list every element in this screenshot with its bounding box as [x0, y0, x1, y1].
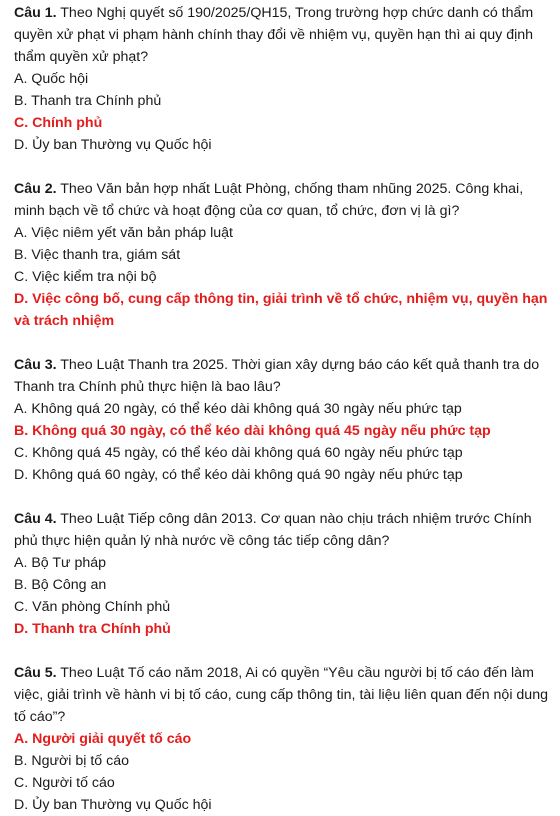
question-number: Câu 4.	[14, 511, 57, 527]
option-b-correct-answer[interactable]: B. Không quá 30 ngày, có thể kéo dài không quá 45 ngày nếu phức tạp	[14, 423, 491, 439]
option-c[interactable]: C. Việc kiểm tra nội bộ	[14, 269, 157, 285]
option-a[interactable]: A. Việc niêm yết văn bản pháp luật	[14, 225, 233, 241]
option-c[interactable]: C. Không quá 45 ngày, có thể kéo dài không quá 60 ngày nếu phức tạp	[14, 445, 463, 461]
question-stem	[14, 2, 554, 68]
question-2	[14, 178, 554, 332]
option-c[interactable]: C. Người tố cáo	[14, 775, 115, 791]
option-c-correct-answer[interactable]: C. Chính phủ	[14, 115, 103, 131]
option-d[interactable]: D. Không quá 60 ngày, có thể kéo dài không quá 90 ngày nếu phức tạp	[14, 467, 463, 483]
option-d-correct-answer[interactable]: D. Thanh tra Chính phủ	[14, 621, 171, 637]
question-stem	[14, 178, 554, 222]
option-b[interactable]: B. Bộ Công an	[14, 577, 107, 593]
option-a[interactable]: A. Bộ Tư pháp	[14, 555, 107, 571]
question-text: Theo Luật Tố cáo năm 2018, Ai có quyền “Yêu cầu người bị tố cáo đến làm việc, giải trình về hành vi bị tố cáo, cung cấp thông tin, tài liệu liên quan đến nội dung tố cáo”?	[14, 665, 548, 725]
option-a-correct-answer[interactable]: A. Người giải quyết tố cáo	[14, 731, 192, 747]
question-5	[14, 662, 554, 816]
question-number: Câu 5.	[14, 665, 57, 681]
question-number: Câu 1.	[14, 5, 57, 21]
question-text: Theo Luật Tiếp công dân 2013. Cơ quan nào chịu trách nhiệm trước Chính phủ thực hiện quản lý nhà nước về công tác tiếp công dân?	[14, 511, 532, 549]
question-stem	[14, 508, 554, 552]
option-d[interactable]: D. Ủy ban Thường vụ Quốc hội	[14, 137, 212, 153]
option-b[interactable]: B. Người bị tố cáo	[14, 753, 130, 769]
question-stem	[14, 354, 554, 398]
option-a[interactable]: A. Không quá 20 ngày, có thể kéo dài không quá 30 ngày nếu phức tạp	[14, 401, 462, 417]
question-1	[14, 0, 554, 156]
question-number: Câu 3.	[14, 357, 57, 373]
question-text: Theo Luật Thanh tra 2025. Thời gian xây dựng báo cáo kết quả thanh tra do Thanh tra Chính phủ thực hiện là bao lâu?	[14, 357, 540, 395]
question-4	[14, 508, 554, 640]
question-3	[14, 354, 554, 486]
question-number: Câu 2.	[14, 181, 57, 197]
option-d-correct-answer[interactable]: D. Việc công bố, cung cấp thông tin, giải trình về tổ chức, nhiệm vụ, quyền hạn và trách nhiệm	[14, 291, 548, 329]
option-b[interactable]: B. Thanh tra Chính phủ	[14, 93, 162, 109]
option-c[interactable]: C. Văn phòng Chính phủ	[14, 599, 171, 615]
option-d[interactable]: D. Ủy ban Thường vụ Quốc hội	[14, 797, 212, 813]
option-b[interactable]: B. Việc thanh tra, giám sát	[14, 247, 181, 263]
question-text: Theo Nghị quyết số 190/2025/QH15, Trong trường hợp chức danh có thẩm quyền xử phạt vi phạm hành chính thay đổi về nhiệm vụ, quyền hạn thì ai quy định thẩm quyền xử phạt?	[14, 5, 534, 65]
question-stem	[14, 662, 554, 728]
question-text: Theo Văn bản hợp nhất Luật Phòng, chống tham nhũng 2025. Công khai, minh bạch về tổ chức và hoạt động của cơ quan, tổ chức, đơn vị là gì?	[14, 181, 524, 219]
option-a[interactable]: A. Quốc hội	[14, 71, 89, 87]
